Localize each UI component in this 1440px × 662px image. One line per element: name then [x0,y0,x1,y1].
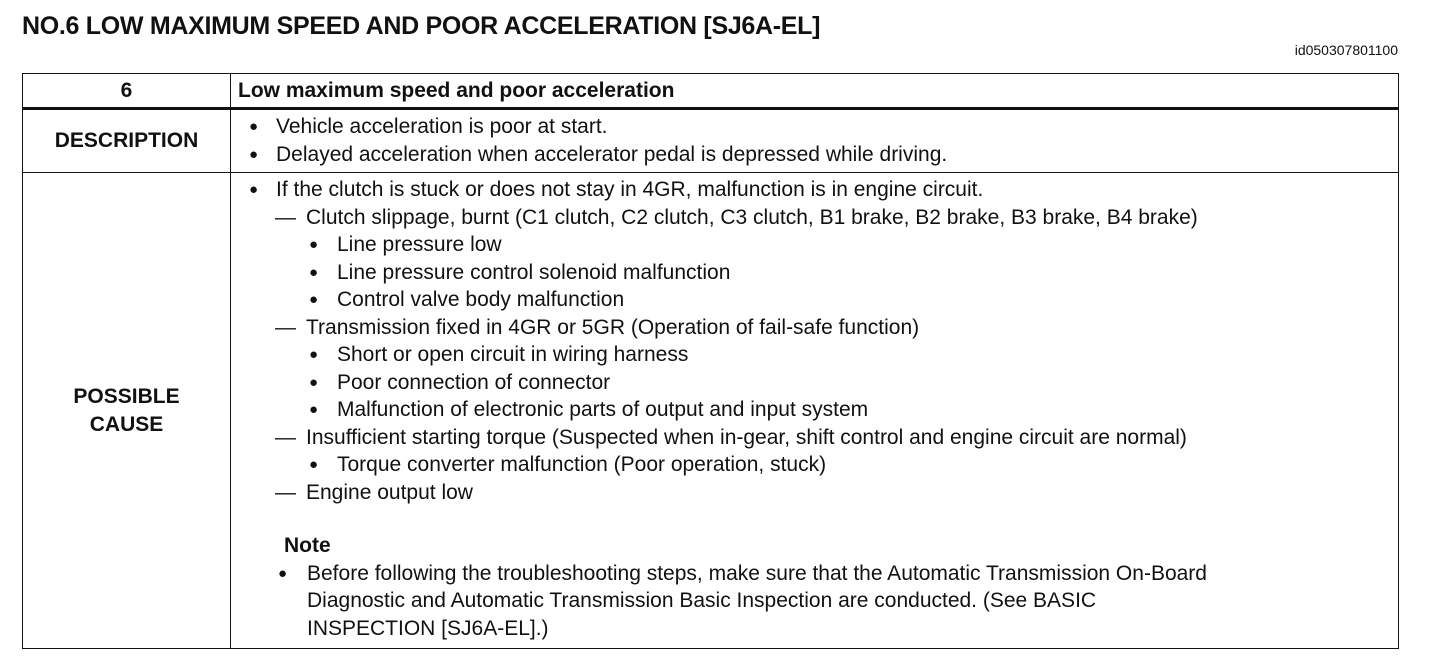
cause-group-heading [231,479,1398,507]
cause-item [231,341,1398,369]
dash-icon: — [275,205,296,229]
bullet-icon: ● [309,236,319,253]
cause-item-text: Short or open circuit in wiring harness [337,343,689,366]
description-content [231,109,1399,173]
possible-cause-row [23,173,1399,649]
bullet-icon: ● [249,145,259,163]
bullet-icon: ● [309,291,319,308]
possible-cause-label [23,173,231,649]
page-title: NO.6 LOW MAXIMUM SPEED AND POOR ACCELERATION [SJ6A-EL] [22,12,821,40]
table-header-row [23,74,1399,109]
cause-group-heading-text: Engine output low [306,480,473,504]
cause-item [231,451,1398,479]
dash-icon: — [275,315,296,339]
cause-item-text: Line pressure control solenoid malfunction [337,260,731,284]
description-item [231,141,1398,169]
cause-item [231,259,1398,287]
note-heading: Note [284,534,331,557]
possible-cause-content [231,173,1399,649]
document-id: id050307801100 [1294,42,1398,58]
bullet-icon: ● [309,456,319,473]
note-item [231,560,1398,643]
dash-icon: — [275,425,296,449]
cause-intro [231,176,1398,204]
cause-item-text: Control valve body malfunction [337,288,625,311]
bullet-icon: ● [309,373,319,391]
cause-item [231,231,1398,259]
description-row [23,109,1399,173]
cause-group-heading [231,424,1398,452]
symptom-table [22,73,1399,649]
cause-item [231,286,1398,314]
bullet-icon: ● [309,263,319,281]
note-line: Before following the troubleshooting steps, make sure that the Automatic Transmission On-Board [307,561,1207,585]
description-item-text: Vehicle acceleration is poor at start. [276,115,608,138]
description-item [231,113,1398,141]
bullet-icon: ● [309,346,319,363]
bullet-icon: ● [309,401,319,418]
cause-group-heading [231,314,1398,342]
symptom-title: Low maximum speed and poor acceleration [231,74,1399,109]
cause-item [231,396,1398,424]
cause-group-heading-text: Transmission fixed in 4GR or 5GR (Operation of fail-safe function) [306,315,920,339]
description-label: DESCRIPTION [23,109,231,173]
note-line: Diagnostic and Automatic Transmission Basic Inspection are conducted. (See BASIC [307,589,1097,612]
bullet-icon: ● [278,564,288,582]
cause-item [231,369,1398,397]
bullet-icon: ● [249,181,259,198]
cause-item-text: Torque converter malfunction (Poor operation, stuck) [337,453,827,476]
cause-item-text: Poor connection of connector [337,370,611,394]
cause-group-heading-text: Clutch slippage, burnt (C1 clutch, C2 clutch, C3 clutch, B1 brake, B2 brake, B3 brake, B4 brake) [306,205,1198,229]
possible-cause-label-line1: POSSIBLE [73,385,180,408]
cause-group-heading-text: Insufficient starting torque (Suspected when in-gear, shift control and engine circuit are normal) [306,425,1187,449]
note-line: INSPECTION [SJ6A-EL].) [307,616,549,640]
cause-group-heading [231,204,1398,232]
bullet-icon: ● [249,118,259,135]
cause-item-text: Malfunction of electronic parts of output and input system [337,398,869,421]
symptom-number: 6 [23,74,231,109]
cause-intro-text: If the clutch is stuck or does not stay in 4GR, malfunction is in engine circuit. [276,178,984,201]
description-item-text: Delayed acceleration when accelerator pedal is depressed while driving. [276,142,948,166]
possible-cause-label-line2: CAUSE [89,412,164,436]
cause-item-text: Line pressure low [337,233,502,256]
dash-icon: — [275,480,296,504]
